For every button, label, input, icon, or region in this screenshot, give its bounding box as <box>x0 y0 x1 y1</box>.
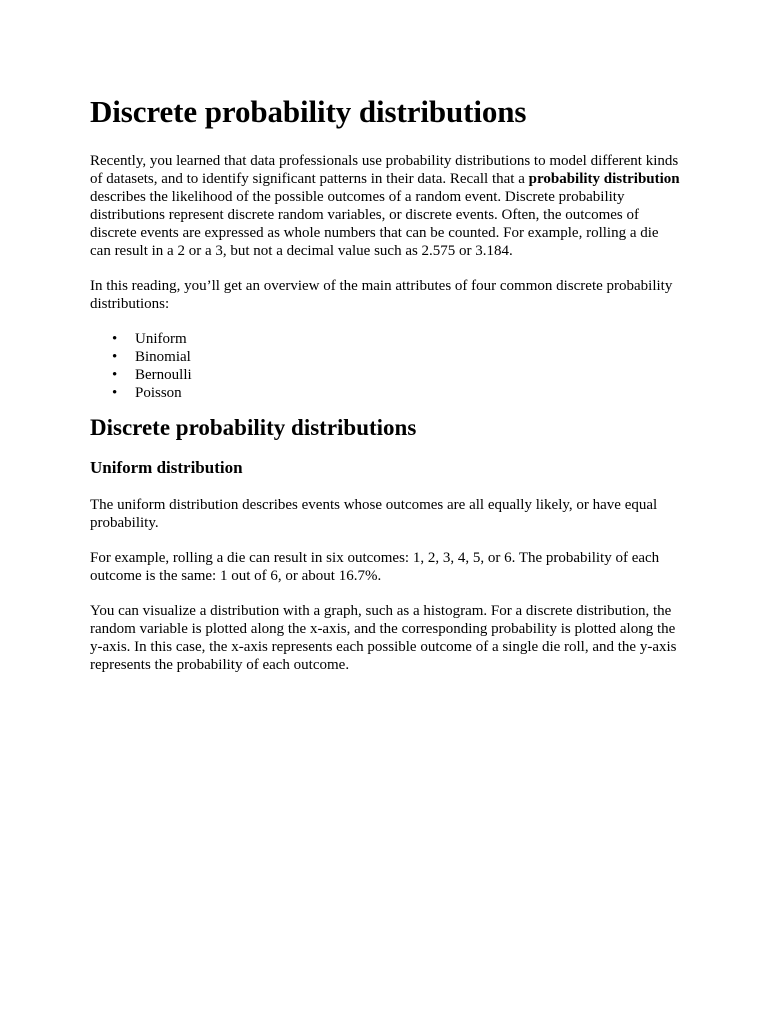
subsection-heading: Uniform distribution <box>90 458 243 477</box>
histogram-paragraph: You can visualize a distribution with a graph, such as a histogram. For a discrete distribution, the random variable is plotted along the x-axis, and the corresponding probability is plotted along the y-axis. In this case, the x-axis represents each possible outcome of a single die roll, and the y-axis represents the probability of each outcome. <box>90 603 677 673</box>
bullet-icon: • <box>112 349 118 365</box>
die-example-paragraph: For example, rolling a die can result in six outcomes: 1, 2, 3, 4, 5, or 6. The probability of each outcome is the same: 1 out of 6, or about 16.7%. <box>90 550 660 584</box>
list-item <box>112 348 680 366</box>
intro-text-end: describes the likelihood of the possible outcomes of a random event. Discrete probability distributions represent discrete random variables, or discrete events. Often, the outcomes of discrete events are expressed as whole numbers that can be counted. For example, rolling a die can result in a 2 or a 3, but not a decimal value such as 2.575 or 3.184. <box>90 189 659 259</box>
uniform-definition-paragraph: The uniform distribution describes events whose outcomes are all equally likely, or have equal probability. <box>90 497 658 531</box>
list-item <box>112 366 680 384</box>
overview-paragraph: In this reading, you’ll get an overview of the main attributes of four common discrete probability distributions: <box>90 278 673 312</box>
list-item-label: Bernoulli <box>135 367 192 383</box>
list-item <box>112 384 680 402</box>
list-item-label: Poisson <box>135 385 182 401</box>
intro-paragraph <box>90 152 680 260</box>
list-item-label: Binomial <box>135 349 191 365</box>
bullet-icon: • <box>112 367 118 383</box>
section-heading: Discrete probability distributions <box>90 415 417 440</box>
intro-text-start: Recently, you learned that data professionals use probability distributions to model different kinds of datasets, and to identify significant patterns in their data. Recall that a <box>90 153 679 187</box>
bullet-icon: • <box>112 331 118 347</box>
distribution-list <box>90 330 680 402</box>
document-page <box>90 92 680 691</box>
list-item-label: Uniform <box>135 331 187 347</box>
list-item <box>112 330 680 348</box>
intro-bold-term: probability distribution <box>528 171 680 187</box>
page-title: Discrete probability distributions <box>90 94 527 129</box>
bullet-icon: • <box>112 385 118 401</box>
